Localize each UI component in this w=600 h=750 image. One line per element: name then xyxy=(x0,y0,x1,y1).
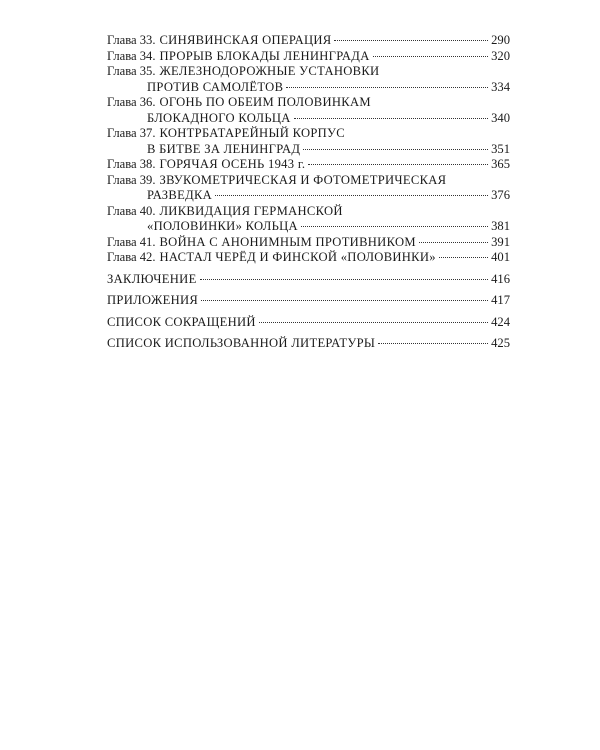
dot-leader xyxy=(286,87,488,88)
chapter-title-continuation: БЛОКАДНОГО КОЛЬЦА xyxy=(147,110,291,125)
toc-entry-chapter-37 xyxy=(107,126,510,157)
page-number: 365 xyxy=(491,157,510,171)
chapter-title: ВОЙНА С АНОНИМНЫМ ПРОТИВНИКОМ xyxy=(159,234,416,249)
dot-leader xyxy=(373,56,489,57)
toc-entry-chapter-35 xyxy=(107,64,510,95)
chapter-prefix: Глава 34. xyxy=(107,48,156,63)
toc-entry-appendices xyxy=(107,293,510,309)
page-number: 401 xyxy=(491,250,510,264)
dot-leader xyxy=(303,149,488,150)
chapter-title: ЛИКВИДАЦИЯ ГЕРМАНСКОЙ xyxy=(159,203,343,218)
page-number: 320 xyxy=(491,48,510,63)
chapter-title-continuation: «ПОЛОВИНКИ» КОЛЬЦА xyxy=(147,219,298,233)
dot-leader xyxy=(215,195,488,196)
dot-leader xyxy=(201,300,488,301)
toc-entry-chapter-40 xyxy=(107,204,510,235)
chapter-title: НАСТАЛ ЧЕРЁД И ФИНСКОЙ «ПОЛОВИНКИ» xyxy=(159,250,436,264)
chapter-title: ОГОНЬ ПО ОБЕИМ ПОЛОВИНКАМ xyxy=(159,95,371,109)
chapter-prefix: Глава 36. xyxy=(107,95,156,109)
page-number: 351 xyxy=(491,141,510,156)
toc-entry-chapter-34 xyxy=(107,49,510,65)
toc-entry-bibliography xyxy=(107,336,510,352)
section-title: СПИСОК СОКРАЩЕНИЙ xyxy=(107,314,256,329)
page-number: 391 xyxy=(491,234,510,249)
dot-leader xyxy=(301,226,488,227)
page-number: 416 xyxy=(491,271,510,286)
chapter-prefix: Глава 41. xyxy=(107,234,156,249)
page-number: 381 xyxy=(491,219,510,233)
chapter-title: СИНЯВИНСКАЯ ОПЕРАЦИЯ xyxy=(159,33,332,47)
table-of-contents xyxy=(107,33,510,352)
chapter-prefix: Глава 33. xyxy=(107,33,156,47)
dot-leader xyxy=(439,257,488,258)
chapter-title: ПРОРЫВ БЛОКАДЫ ЛЕНИНГРАДА xyxy=(159,48,370,63)
chapter-title-continuation: ПРОТИВ САМОЛЁТОВ xyxy=(147,79,284,94)
chapter-prefix: Глава 42. xyxy=(107,250,156,264)
toc-entry-conclusion xyxy=(107,272,510,288)
chapter-prefix: Глава 40. xyxy=(107,203,156,218)
dot-leader xyxy=(308,164,488,165)
chapter-title: ГОРЯЧАЯ ОСЕНЬ 1943 г. xyxy=(159,157,306,171)
toc-entry-chapter-36 xyxy=(107,95,510,126)
chapter-title: ЗВУКОМЕТРИЧЕСКАЯ И ФОТОМЕТРИЧЕСКАЯ xyxy=(159,172,447,187)
page-number: 340 xyxy=(491,110,510,125)
chapter-title: КОНТРБАТАРЕЙНЫЙ КОРПУС xyxy=(159,126,345,140)
section-title: СПИСОК ИСПОЛЬЗОВАННОЙ ЛИТЕРАТУРЫ xyxy=(107,336,376,350)
toc-entry-chapter-41 xyxy=(107,235,510,251)
dot-leader xyxy=(334,40,488,41)
chapter-title: ЖЕЛЕЗНОДОРОЖНЫЕ УСТАНОВКИ xyxy=(159,64,380,78)
chapter-prefix: Глава 39. xyxy=(107,172,156,187)
chapter-title-continuation: РАЗВЕДКА xyxy=(147,188,213,202)
dot-leader xyxy=(294,118,488,119)
toc-entry-chapter-39 xyxy=(107,173,510,204)
toc-entry-chapter-42 xyxy=(107,250,510,266)
toc-entry-chapter-38 xyxy=(107,157,510,173)
chapter-title-continuation: В БИТВЕ ЗА ЛЕНИНГРАД xyxy=(147,141,301,156)
chapter-prefix: Глава 35. xyxy=(107,64,156,78)
section-title: ПРИЛОЖЕНИЯ xyxy=(107,293,199,307)
dot-leader xyxy=(419,242,488,243)
page-number: 425 xyxy=(491,336,510,350)
chapter-prefix: Глава 38. xyxy=(107,157,156,171)
toc-entry-abbreviations xyxy=(107,315,510,331)
page-number: 417 xyxy=(491,293,510,307)
dot-leader xyxy=(259,322,488,323)
page-number: 424 xyxy=(491,314,510,329)
dot-leader xyxy=(200,279,489,280)
page-number: 376 xyxy=(491,188,510,202)
toc-entry-chapter-33 xyxy=(107,33,510,49)
section-title: ЗАКЛЮЧЕНИЕ xyxy=(107,271,197,286)
chapter-prefix: Глава 37. xyxy=(107,126,156,140)
page-number: 290 xyxy=(491,33,510,47)
page-number: 334 xyxy=(491,79,510,94)
dot-leader xyxy=(378,343,488,344)
